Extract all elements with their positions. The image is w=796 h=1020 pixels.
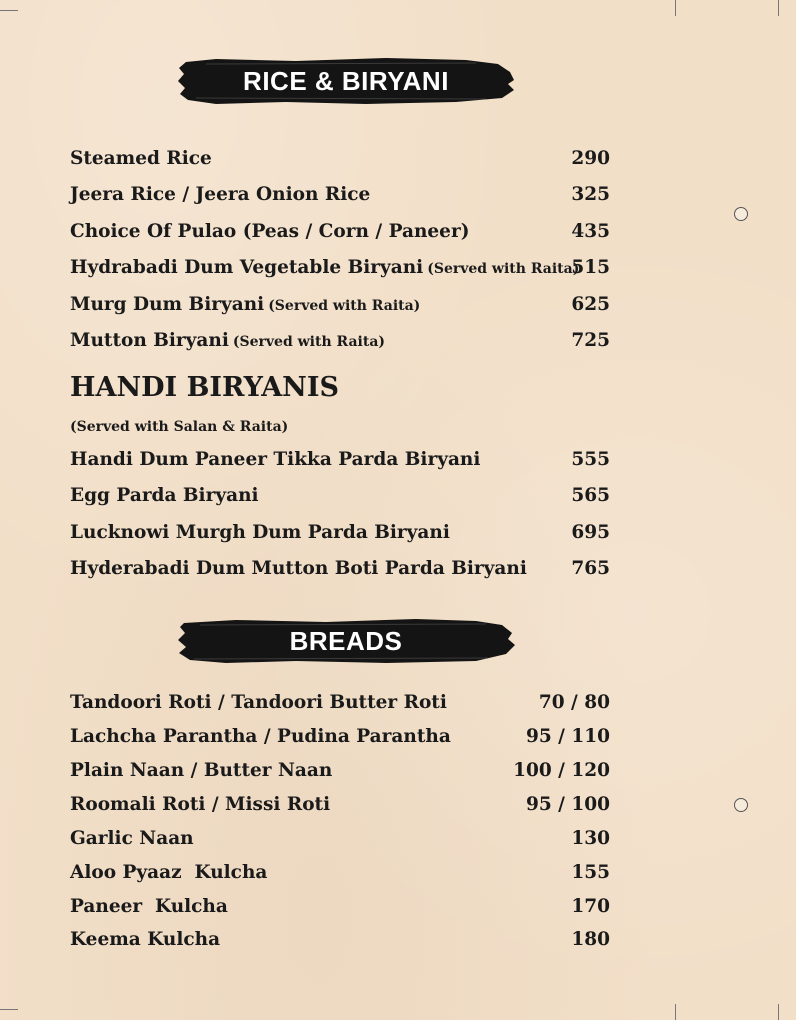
menu-item xyxy=(70,828,610,849)
item-price: 325 xyxy=(571,184,610,205)
item-price: 725 xyxy=(571,330,610,351)
item-name: Tandoori Roti / Tandoori Butter Roti xyxy=(70,692,447,713)
item-name: Paneer Kulcha xyxy=(70,896,228,917)
item-name: Hyderabadi Dum Mutton Boti Parda Biryani xyxy=(70,558,527,579)
item-name: Jeera Rice / Jeera Onion Rice xyxy=(70,184,371,205)
item-name: Hydrabadi Dum Vegetable Biryani xyxy=(70,257,424,278)
menu-item xyxy=(70,760,610,781)
crop-mark xyxy=(778,0,779,16)
item-name: Choice Of Pulao (Peas / Corn / Paneer) xyxy=(70,221,470,242)
menu-item xyxy=(70,330,610,351)
item-price: 625 xyxy=(571,294,610,315)
menu-item xyxy=(70,896,610,917)
item-price: 180 xyxy=(571,929,610,950)
item-price: 555 xyxy=(571,449,610,470)
menu-item xyxy=(70,558,610,579)
item-price: 95 / 110 xyxy=(526,726,610,747)
menu-item xyxy=(70,449,610,470)
section-title: RICE & BIRYANI xyxy=(243,66,449,96)
item-price: 100 / 120 xyxy=(513,760,610,781)
item-name: Mutton Biryani xyxy=(70,330,229,351)
item-name: Roomali Roti / Missi Roti xyxy=(70,794,331,815)
item-price: 565 xyxy=(571,485,610,506)
crop-mark xyxy=(675,0,676,16)
menu-item xyxy=(70,257,610,278)
item-name: Lachcha Parantha / Pudina Parantha xyxy=(70,726,451,747)
menu-item xyxy=(70,794,610,815)
menu-item xyxy=(70,184,610,205)
item-price: 765 xyxy=(571,558,610,579)
crop-mark xyxy=(675,1004,676,1020)
item-name: Garlic Naan xyxy=(70,828,194,849)
menu-item xyxy=(70,294,610,315)
item-name: Steamed Rice xyxy=(70,148,212,169)
menu-item xyxy=(70,522,610,543)
item-note: (Served with Raita) xyxy=(427,261,580,277)
binder-hole xyxy=(734,798,748,812)
item-name: Keema Kulcha xyxy=(70,929,221,950)
crop-mark xyxy=(0,1009,18,1010)
crop-mark xyxy=(778,1004,779,1020)
item-price: 130 xyxy=(571,828,610,849)
item-name: Aloo Pyaaz Kulcha xyxy=(70,862,268,883)
menu-item xyxy=(70,692,610,713)
rice-biryani-banner xyxy=(176,54,516,108)
item-note: (Served with Raita) xyxy=(268,298,421,314)
menu-item xyxy=(70,929,610,950)
item-name: Handi Dum Paneer Tikka Parda Biryani xyxy=(70,449,481,470)
item-note: (Served with Raita) xyxy=(232,334,386,350)
binder-hole xyxy=(734,207,748,221)
item-price: 70 / 80 xyxy=(538,692,610,713)
item-price: 290 xyxy=(571,148,610,169)
section-heading: HANDI BIRYANIS xyxy=(70,372,339,403)
item-price: 95 / 100 xyxy=(526,794,610,815)
crop-mark xyxy=(0,10,18,11)
item-name: Murg Dum Biryani xyxy=(70,294,265,315)
menu-item xyxy=(70,148,610,169)
item-price: 155 xyxy=(571,862,610,883)
breads-banner xyxy=(176,614,516,668)
section-title: BREADS xyxy=(289,626,403,656)
item-price: 695 xyxy=(571,522,610,543)
item-price: 435 xyxy=(571,221,610,242)
menu-item xyxy=(70,862,610,883)
menu-item xyxy=(70,485,610,506)
item-name: Plain Naan / Butter Naan xyxy=(70,760,333,781)
item-name: Egg Parda Biryani xyxy=(70,485,259,506)
menu-item xyxy=(70,221,610,242)
item-price: 515 xyxy=(571,257,610,278)
item-name: Lucknowi Murgh Dum Parda Biryani xyxy=(70,522,450,543)
section-note: (Served with Salan & Raita) xyxy=(70,419,289,435)
item-price: 170 xyxy=(571,896,610,917)
menu-item xyxy=(70,726,610,747)
